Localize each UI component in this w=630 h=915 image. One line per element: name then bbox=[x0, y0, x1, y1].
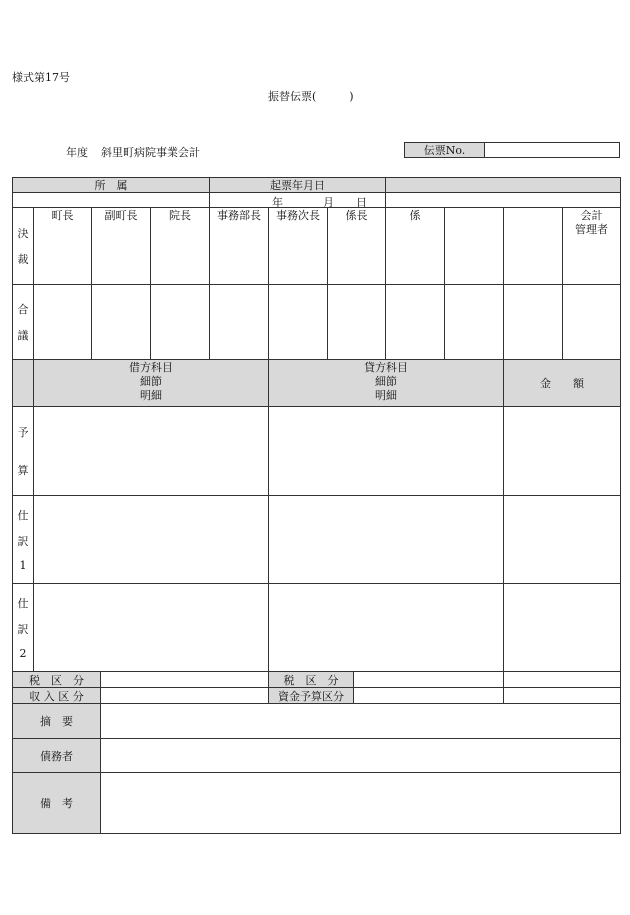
consultation-cell[interactable] bbox=[33, 284, 92, 360]
affiliation-header-text: 所 属 bbox=[94, 179, 128, 192]
budget-label bbox=[12, 406, 34, 496]
entry1-credit-field[interactable] bbox=[268, 495, 504, 584]
issue-date-field[interactable] bbox=[209, 192, 386, 208]
tax-category-right-label bbox=[268, 671, 354, 688]
debtor-label-text: 債務者 bbox=[40, 749, 73, 763]
slip-no-label-text: 伝票No. bbox=[423, 144, 466, 157]
credit-account-label: 貸方科目 bbox=[364, 361, 408, 374]
approval-cell-mayor[interactable] bbox=[33, 207, 92, 285]
entry2-amount-field[interactable] bbox=[503, 583, 621, 672]
position-label: 事務次長 bbox=[276, 209, 320, 222]
entry2-credit-field[interactable] bbox=[268, 583, 504, 672]
credit-account-header bbox=[268, 359, 504, 407]
slip-no-field[interactable] bbox=[484, 142, 620, 158]
position-label: 係 bbox=[409, 209, 421, 222]
affiliation-field[interactable] bbox=[12, 192, 210, 208]
entry1-label-3: 1 bbox=[19, 559, 27, 572]
credit-detail-label: 明細 bbox=[375, 389, 397, 402]
header-blank bbox=[385, 177, 621, 193]
approval-cell-admin-deputy[interactable] bbox=[268, 207, 328, 285]
tax-category-text: 税 区 分 bbox=[29, 673, 84, 687]
approval-cell-admin-manager[interactable] bbox=[209, 207, 269, 285]
budget-label-2: 算 bbox=[17, 464, 29, 477]
debtor-label bbox=[12, 738, 101, 773]
entry1-label bbox=[12, 495, 34, 584]
revenue-category-field[interactable] bbox=[100, 687, 269, 704]
credit-subsection-label: 細節 bbox=[375, 375, 397, 388]
fund-amount-field[interactable] bbox=[503, 687, 621, 704]
debit-account-header bbox=[33, 359, 269, 407]
entry2-label bbox=[12, 583, 34, 672]
position-label: 副町長 bbox=[104, 209, 138, 222]
consultation-cell[interactable] bbox=[150, 284, 210, 360]
entry1-label-2: 訳 bbox=[17, 535, 29, 548]
consultation-cell[interactable] bbox=[503, 284, 563, 360]
approval-cell-accounting-manager[interactable] bbox=[562, 207, 621, 285]
entry1-label-1: 仕 bbox=[17, 509, 29, 522]
debit-account-label: 借方科目 bbox=[129, 361, 173, 374]
consultation-cell[interactable] bbox=[91, 284, 151, 360]
consultation-cell[interactable] bbox=[268, 284, 328, 360]
summary-label bbox=[12, 703, 101, 739]
remarks-label-text: 備 考 bbox=[40, 797, 73, 810]
consultation-label-1: 合 bbox=[17, 303, 29, 316]
approval-cell-deputy-mayor[interactable] bbox=[91, 207, 151, 285]
accounts-header-corner bbox=[12, 359, 34, 407]
entry1-debit-field[interactable] bbox=[33, 495, 269, 584]
approval-cell-director[interactable] bbox=[150, 207, 210, 285]
position-label-line1: 会計 bbox=[580, 209, 603, 222]
position-label: 係長 bbox=[345, 209, 368, 222]
debit-detail-label: 明細 bbox=[140, 389, 162, 402]
form-number: 様式第17号 bbox=[12, 71, 70, 84]
header-blank-2 bbox=[385, 192, 621, 208]
slip-no-label bbox=[404, 142, 485, 158]
date-day-label: 日 bbox=[356, 196, 367, 209]
entry2-label-1: 仕 bbox=[17, 597, 29, 610]
position-label: 院長 bbox=[169, 209, 191, 222]
position-label: 事務部長 bbox=[217, 209, 261, 222]
summary-field[interactable] bbox=[100, 703, 621, 739]
amount-header-text: 金 額 bbox=[540, 377, 584, 390]
consultation-label-2: 議 bbox=[17, 329, 29, 342]
tax-category-right-field[interactable] bbox=[353, 671, 504, 688]
revenue-category-text: 収 入 区 分 bbox=[29, 689, 84, 703]
date-month-label: 月 bbox=[323, 196, 334, 209]
budget-label-1: 予 bbox=[17, 426, 29, 439]
remarks-label bbox=[12, 772, 101, 834]
position-label-line2: 管理者 bbox=[575, 223, 608, 236]
remarks-field[interactable] bbox=[100, 772, 621, 834]
consultation-cell[interactable] bbox=[327, 284, 386, 360]
budget-amount-field[interactable] bbox=[503, 406, 621, 496]
tax-category-right-text: 税 区 分 bbox=[283, 673, 339, 687]
budget-credit-field[interactable] bbox=[268, 406, 504, 496]
amount-header bbox=[503, 359, 621, 407]
approval-cell-section-chief[interactable] bbox=[327, 207, 386, 285]
fund-budget-category-field[interactable] bbox=[353, 687, 504, 704]
tax-category-label bbox=[12, 671, 101, 688]
approval-label-1: 決 bbox=[17, 227, 29, 240]
affiliation-header bbox=[12, 177, 210, 193]
consultation-label bbox=[12, 284, 34, 360]
form-title: 振替伝票( ) bbox=[268, 90, 354, 103]
consultation-cell[interactable] bbox=[385, 284, 445, 360]
fund-budget-category-text: 資金予算区分 bbox=[278, 689, 344, 703]
debit-subsection-label: 細節 bbox=[140, 375, 162, 388]
approval-cell-blank-1[interactable] bbox=[444, 207, 504, 285]
summary-label-text: 摘 要 bbox=[40, 715, 73, 728]
position-label: 町長 bbox=[51, 209, 74, 222]
tax-category-field[interactable] bbox=[100, 671, 269, 688]
tax-amount-field[interactable] bbox=[503, 671, 621, 688]
revenue-category-label bbox=[12, 687, 101, 704]
date-year-label: 年 bbox=[272, 196, 283, 209]
approval-cell-staff[interactable] bbox=[385, 207, 445, 285]
consultation-cell[interactable] bbox=[444, 284, 504, 360]
entry2-label-2: 訳 bbox=[17, 623, 29, 636]
approval-label-2: 裁 bbox=[17, 253, 29, 266]
fiscal-year-label: 年度 bbox=[66, 146, 88, 159]
budget-debit-field[interactable] bbox=[33, 406, 269, 496]
approval-cell-blank-2[interactable] bbox=[503, 207, 563, 285]
debtor-field[interactable] bbox=[100, 738, 621, 773]
entry2-label-3: 2 bbox=[19, 647, 27, 660]
consultation-cell[interactable] bbox=[209, 284, 269, 360]
issue-date-header-text: 起票年月日 bbox=[270, 179, 325, 192]
entry2-debit-field[interactable] bbox=[33, 583, 269, 672]
consultation-cell[interactable] bbox=[562, 284, 621, 360]
entry1-amount-field[interactable] bbox=[503, 495, 621, 584]
issue-date-header bbox=[209, 177, 386, 193]
accounting-unit: 斜里町病院事業会計 bbox=[101, 146, 200, 159]
approval-label bbox=[12, 207, 34, 285]
fund-budget-category-label bbox=[268, 687, 354, 704]
